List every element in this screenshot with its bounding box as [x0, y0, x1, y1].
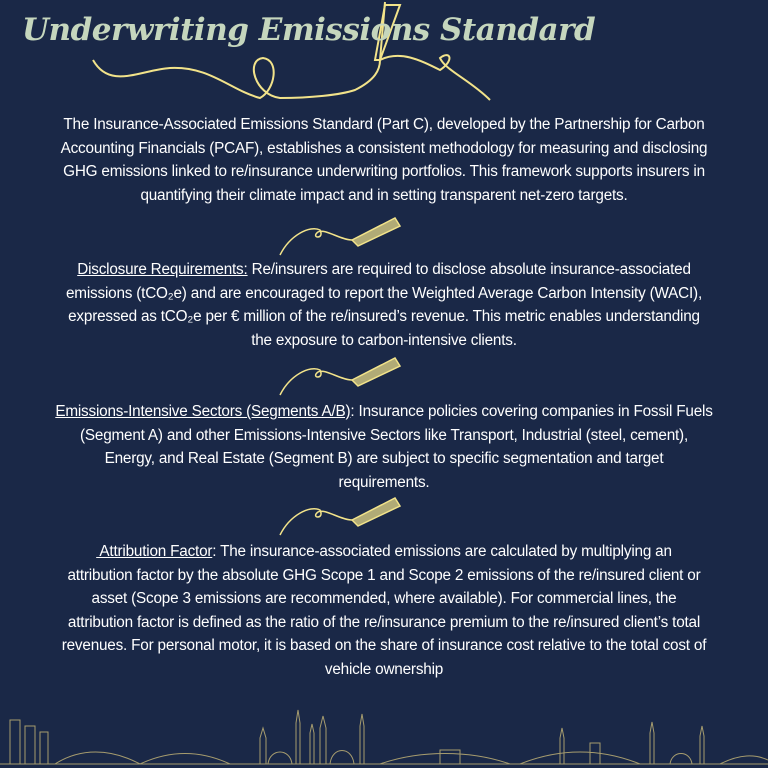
pencil-icon	[280, 498, 400, 535]
text-line: The Insurance-Associated Emissions Standard (Part C), developed by the Partnership for Carbon	[63, 116, 705, 133]
text-line: emissions (tCO₂e) and are encouraged to report the Weighted Average Carbon Intensity (WACI),	[66, 284, 702, 302]
text-line: expressed as tCO₂e per € million of the re/insured’s revenue. This metric enables understanding	[68, 308, 700, 325]
text-line: : The insurance-associated emissions are calculated by multiplying an	[212, 543, 672, 560]
pencil-icon	[280, 358, 400, 395]
text-line: : Insurance policies covering companies in Fossil Fuels	[350, 403, 713, 420]
text-line: vehicle ownership	[324, 660, 444, 678]
text-line: Energy, and Real Estate (Segment B) are subject to specific segmentation and target	[104, 450, 664, 467]
text-line: GHG emissions linked to re/insurance underwriting portfolios. This framework supports insurers in	[63, 163, 705, 180]
section-attribution	[0, 540, 768, 681]
text-line: Accounting Financials (PCAF), establishes a consistent methodology for measuring and disclosing	[60, 139, 708, 157]
text-line: Re/insurers are required to disclose absolute insurance-associated	[247, 261, 691, 278]
text-line: requirements.	[338, 473, 430, 491]
text-line: revenues. For personal motor, it is based on the share of insurance cost relative to the total cost of	[61, 637, 707, 654]
pencil-icon	[280, 218, 400, 255]
section-heading: Emissions-Intensive Sectors (Segments A/B)	[55, 403, 351, 420]
text-line: quantifying their climate impact and in setting transparent net-zero targets.	[140, 186, 628, 204]
text-line: the exposure to carbon-intensive clients.	[251, 331, 517, 349]
section-heading: Disclosure Requirements:	[77, 261, 248, 278]
text-line: asset (Scope 3 emissions are recommended, where available). For commercial lines, the	[91, 590, 677, 607]
page-title: Underwriting Emissions Standard	[22, 12, 596, 48]
text-line: (Segment A) and other Emissions-Intensive Sectors like Transport, Industrial (steel, cement),	[80, 426, 688, 444]
text-line: attribution factor is defined as the ratio of the re/insurance premium to the re/insured client’s total	[67, 613, 701, 631]
section-heading: Attribution Factor	[96, 543, 213, 560]
section-disclosure	[0, 258, 768, 352]
city-skyline	[0, 698, 768, 768]
text-line: attribution factor by the absolute GHG Scope 1 and Scope 2 emissions of the re/insured client or	[67, 566, 701, 584]
section-sectors	[0, 400, 768, 494]
intro-paragraph	[0, 113, 768, 207]
